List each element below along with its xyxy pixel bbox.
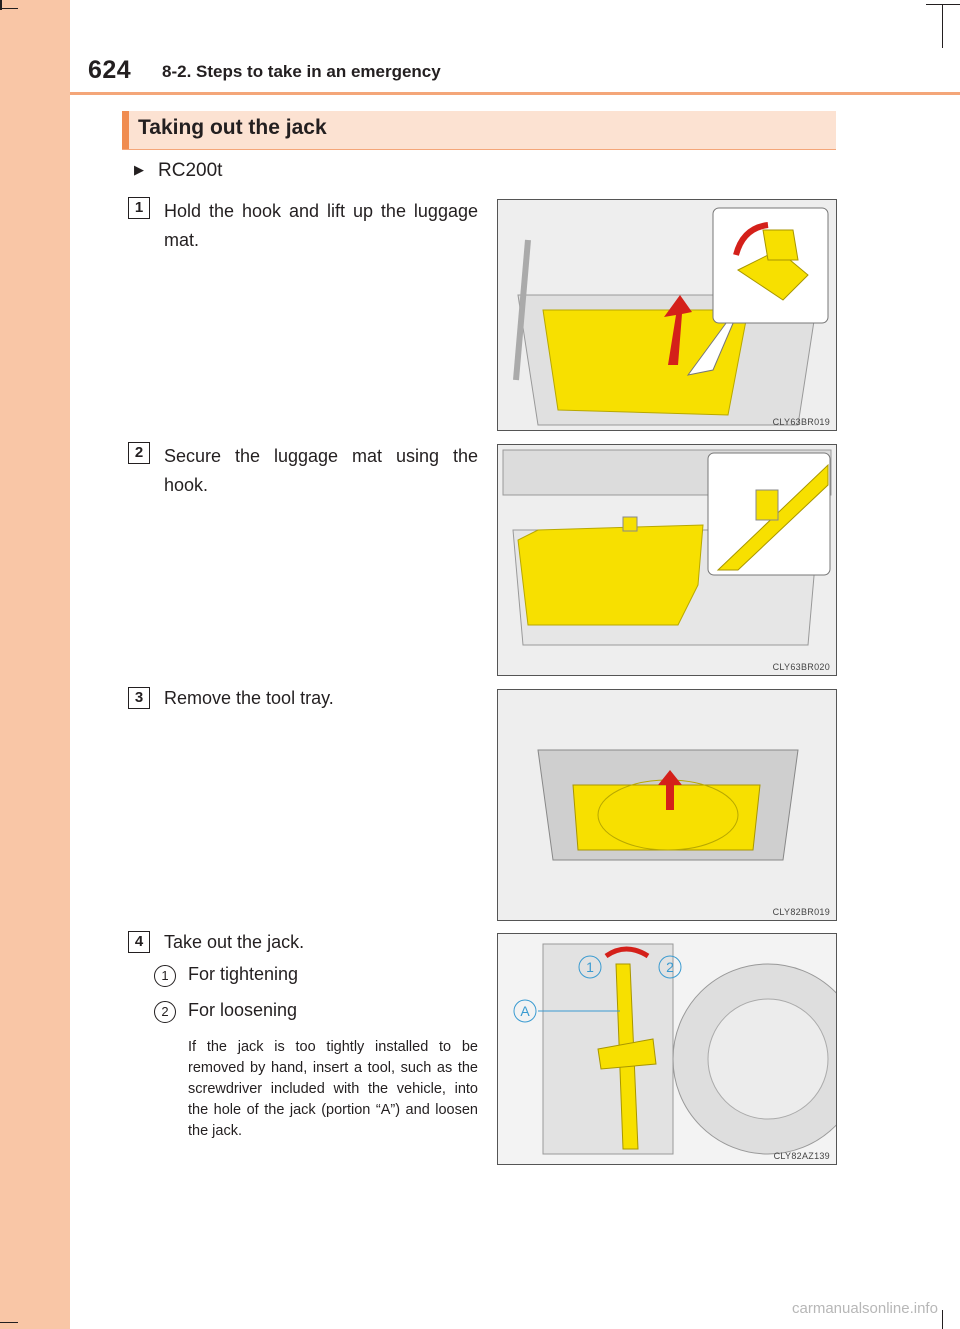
watermark: carmanualsonline.info <box>792 1300 938 1317</box>
heading-bar <box>122 111 836 150</box>
crop-mark <box>942 4 943 48</box>
figure-remove-tool-tray <box>497 689 837 921</box>
triangle-bullet-icon: ▶ <box>134 162 144 177</box>
callout-label-a: A <box>520 1003 530 1019</box>
heading-title: Taking out the jack <box>138 116 327 139</box>
header-rule <box>70 92 960 95</box>
sub-item-text: For tightening <box>188 964 299 984</box>
model-label <box>134 160 222 182</box>
trunk-illustration <box>498 445 836 675</box>
sub-item-number: 1 <box>154 965 176 987</box>
trunk-illustration <box>498 200 836 430</box>
crop-mark <box>0 8 18 9</box>
step-number: 1 <box>128 197 150 219</box>
model-name: RC200t <box>158 160 223 181</box>
side-margin-band <box>0 0 70 1329</box>
section-title: 8-2. Steps to take in an emergency <box>162 62 441 81</box>
step-text: Secure the luggage mat using the hook. <box>164 446 478 495</box>
step-text: Remove the tool tray. <box>164 688 334 708</box>
figure-lift-luggage-mat <box>497 199 837 431</box>
step-number: 4 <box>128 931 150 953</box>
crop-mark <box>0 1322 18 1323</box>
trunk-illustration <box>498 690 836 920</box>
sub-item-number: 2 <box>154 1001 176 1023</box>
note-text: If the jack is too tightly installed to be removed by hand, insert a tool, such as the screwdriver included with the vehicle, into the hole of the jack (portion “A”) and loosen the jack. <box>188 1039 478 1139</box>
figure-code: CLY63BR019 <box>772 417 830 427</box>
heading-stripe <box>122 111 129 149</box>
sub-item-text: For loosening <box>188 1000 298 1020</box>
callout-label-2: 2 <box>666 959 674 975</box>
step-number: 3 <box>128 687 150 709</box>
crop-mark <box>926 4 960 5</box>
step-text: Take out the jack. <box>164 932 305 952</box>
page-number: 624 <box>88 56 132 84</box>
figure-code: CLY82AZ139 <box>773 1151 830 1161</box>
step-number: 2 <box>128 442 150 464</box>
figure-code: CLY82BR019 <box>772 907 830 917</box>
figure-code: CLY63BR020 <box>772 662 830 672</box>
jack-illustration <box>498 934 836 1164</box>
callout-label-1: 1 <box>586 959 594 975</box>
step-text: Hold the hook and lift up the luggage mat. <box>164 201 478 250</box>
figure-take-out-jack <box>497 933 837 1165</box>
figure-secure-luggage-mat <box>497 444 837 676</box>
crop-mark <box>942 1310 943 1329</box>
